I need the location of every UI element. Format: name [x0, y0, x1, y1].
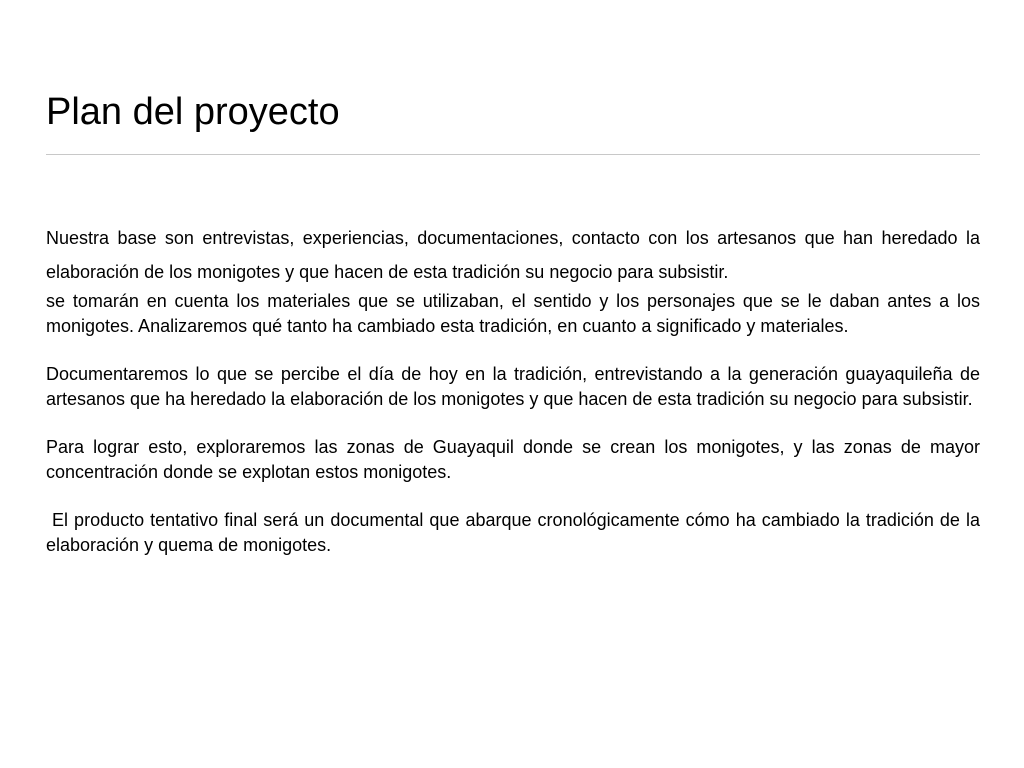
paragraph-exploration: Para lograr esto, exploraremos las zonas de Guayaquil donde se crean los monigotes, y las zonas de mayor concentración donde se explotan estos monigotes.: [46, 437, 980, 482]
slide-title: Plan del proyecto: [46, 91, 340, 133]
paragraph-base: Nuestra base son entrevistas, experiencias, documentaciones, contacto con los artesanos que han heredado la elaboración de los monigotes y que hacen de esta tradición su negocio para subsistir.: [46, 228, 980, 282]
paragraph-materials: se tomarán en cuenta los materiales que se utilizaban, el sentido y los personajes que se le daban antes a los monigotes. Analizaremos qué tanto ha cambiado esta tradición, en cuanto a significado y materiales.: [46, 291, 980, 336]
paragraph-final-product: El producto tentativo final será un documental que abarque cronológicamente cómo ha cambiado la tradición de la elaboración y quema de monigotes.: [46, 510, 985, 555]
title-divider: [46, 154, 980, 155]
paragraph-documentation: Documentaremos lo que se percibe el día de hoy en la tradición, entrevistando a la generación guayaquileña de artesanos que ha heredado la elaboración de los monigotes y que hacen de esta tradición su negocio para subsistir.: [46, 364, 980, 409]
slide-body: [46, 221, 985, 557]
